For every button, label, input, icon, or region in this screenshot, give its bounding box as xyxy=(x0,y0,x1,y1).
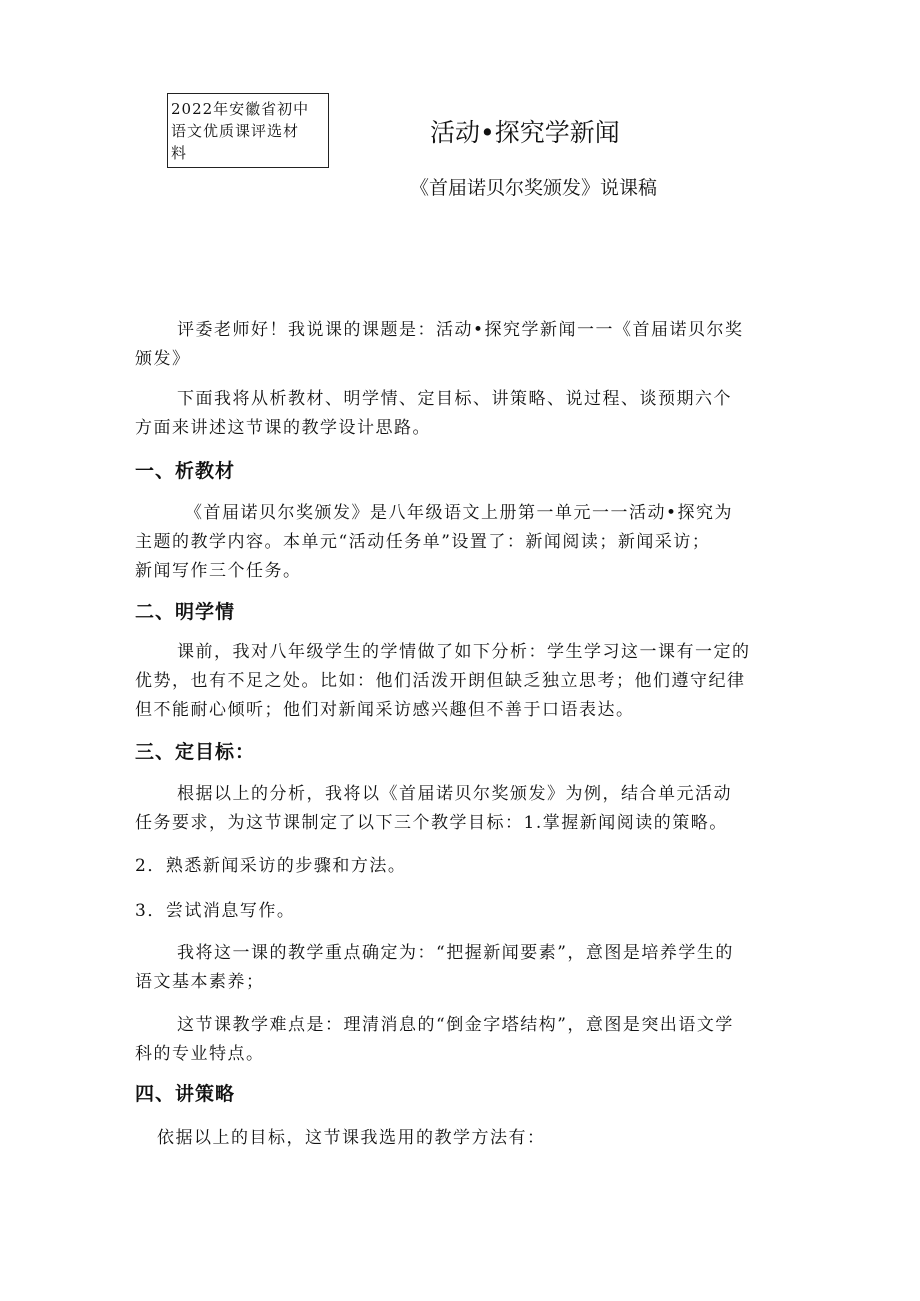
paragraph-line: 下面我将从析教材、明学情、定目标、讲策略、说过程、谈预期六个 xyxy=(177,389,732,409)
paragraph-line: 我将这一课的教学重点确定为：“把握新闻要素”，意图是培养学生的 xyxy=(177,943,734,963)
paragraph-line: 主题的教学内容。本单元“活动任务单”设置了：新闻阅读；新闻采访； xyxy=(135,532,711,552)
tag-line: 料 xyxy=(171,144,188,162)
list-item: 3．尝试消息写作。 xyxy=(135,901,296,921)
paragraph-line: 课前，我对八年级学生的学情做了如下分析：学生学习这一课有一定的 xyxy=(177,642,751,662)
paragraph-line: 根据以上的分析，我将以《首届诺贝尔奖颁发》为例，结合单元活动 xyxy=(177,784,732,804)
paragraph-line: 方面来讲述这节课的教学设计思路。 xyxy=(135,418,431,438)
tag-line: 语文优质课评选材 xyxy=(171,122,300,140)
section-heading: 三、定目标： xyxy=(135,741,256,763)
paragraph-line: 这节课教学难点是：理清消息的“倒金字塔结构”，意图是突出语文学 xyxy=(177,1015,734,1035)
paragraph-line: 依据以上的目标，这节课我选用的教学方法有： xyxy=(157,1128,546,1148)
paragraph-line: 《首届诺贝尔奖颁发》是八年级语文上册第一单元一一活动•探究为 xyxy=(185,503,734,523)
document-title: 活动•探究学新闻 xyxy=(430,118,620,147)
paragraph-line: 评委老师好！我说课的课题是：活动•探究学新闻一一《首届诺贝尔奖 xyxy=(177,320,744,340)
section-heading: 二、明学情 xyxy=(135,601,236,623)
paragraph-line: 但不能耐心倾听；他们对新闻采访感兴趣但不善于口语表达。 xyxy=(135,700,635,720)
document-subtitle: 《首届诺贝尔奖颁发》说课稿 xyxy=(410,177,658,199)
section-heading: 一、析教材 xyxy=(135,460,236,482)
contest-tag-box xyxy=(167,93,329,168)
section-heading: 四、讲策略 xyxy=(135,1083,236,1105)
paragraph-line: 颁发》 xyxy=(135,349,191,369)
list-item: 2．熟悉新闻采访的步骤和方法。 xyxy=(135,856,407,876)
paragraph-line: 任务要求，为这节课制定了以下三个教学目标：1.掌握新闻阅读的策略。 xyxy=(135,813,728,833)
paragraph-line: 优势，也有不足之处。比如：他们活泼开朗但缺乏独立思考；他们遵守纪律 xyxy=(135,671,746,691)
tag-line: 2022年安徽省初中 xyxy=(171,100,310,118)
paragraph-line: 科的专业特点。 xyxy=(135,1044,265,1064)
paragraph-line: 语文基本素养； xyxy=(135,972,265,992)
paragraph-line: 新闻写作三个任务。 xyxy=(135,561,302,581)
